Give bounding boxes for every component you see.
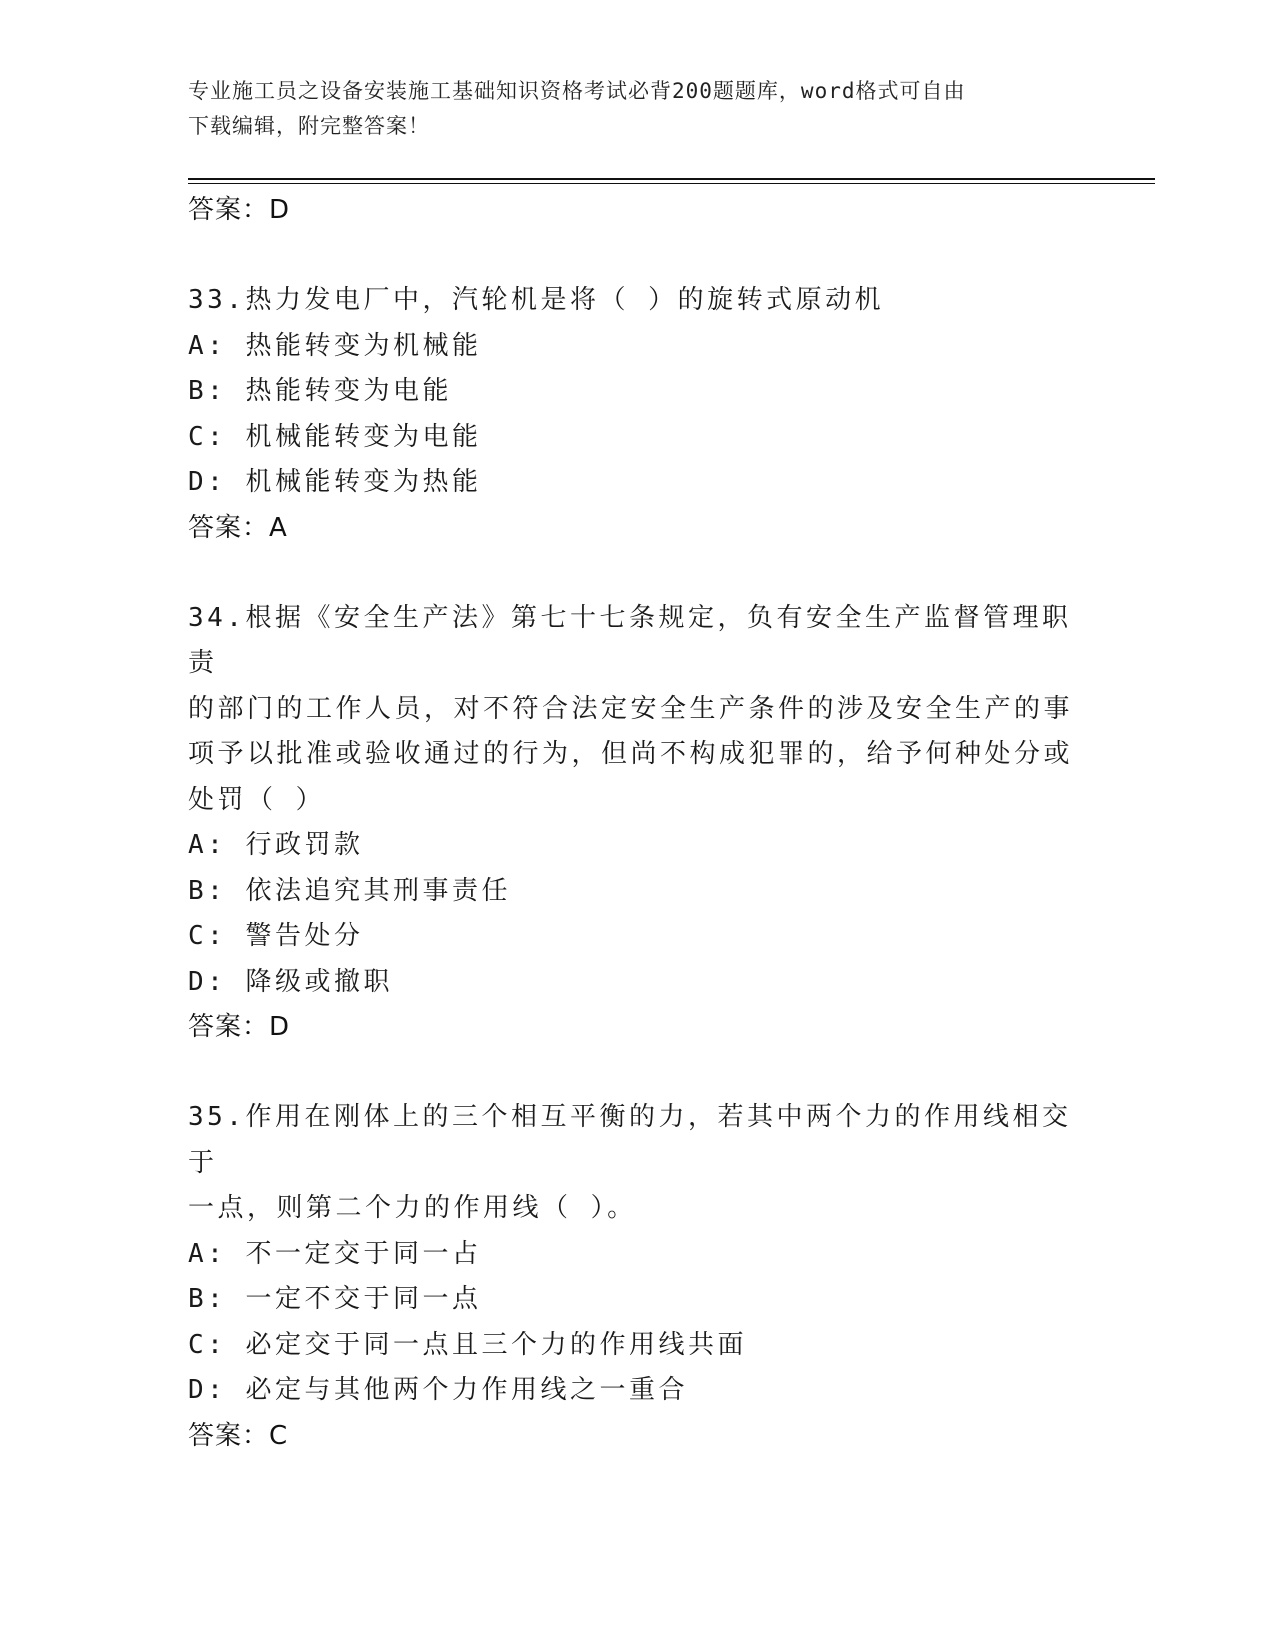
question-text-line: 34.根据《安全生产法》第七十七条规定，负有安全生产监督管理职责 bbox=[188, 602, 1072, 678]
question-text-line: 35.作用在刚体上的三个相互平衡的力，若其中两个力的作用线相交于 bbox=[188, 1102, 1072, 1178]
option-c: C: 必定交于同一点且三个力的作用线共面 bbox=[188, 1329, 747, 1360]
question-text bbox=[188, 278, 1088, 324]
question-text-line: 项予以批准或验收通过的行为，但尚不构成犯罪的，给予何种处分或 bbox=[188, 739, 1074, 769]
option-d: D: 机械能转变为热能 bbox=[188, 467, 482, 497]
option-a: A: 热能转变为机械能 bbox=[188, 330, 482, 361]
question-list bbox=[188, 188, 1088, 1459]
option-d: D: 降级或撤职 bbox=[188, 966, 393, 997]
question-text-line: 33.热力发电厂中，汽轮机是将（ ）的旋转式原动机 bbox=[188, 285, 885, 315]
option-c: C: 机械能转变为电能 bbox=[188, 421, 482, 452]
question-35 bbox=[188, 1095, 1088, 1459]
question-text-line: 处罚（ ） bbox=[188, 784, 326, 815]
option-d: D: 必定与其他两个力作用线之一重合 bbox=[188, 1375, 688, 1405]
question-text-line: 的部门的工作人员，对不符合法定安全生产条件的涉及安全生产的事 bbox=[188, 693, 1074, 724]
header-divider-thin bbox=[188, 183, 1155, 184]
header-divider-thick bbox=[188, 178, 1155, 180]
answer-line: 答案：D bbox=[188, 1012, 291, 1042]
option-a: A: 行政罚款 bbox=[188, 830, 364, 860]
header-line-2: 下载编辑，附完整答案！ bbox=[188, 114, 430, 138]
question-34 bbox=[188, 596, 1088, 1051]
question-text-line: 一点，则第二个力的作用线（ ）。 bbox=[188, 1193, 637, 1223]
answer-line: 答案：C bbox=[188, 1420, 289, 1451]
question-text bbox=[188, 1095, 1088, 1232]
option-b: B: 热能转变为电能 bbox=[188, 376, 452, 406]
option-a: A: 不一定交于同一占 bbox=[188, 1238, 482, 1269]
previous-answer: 答案：D bbox=[188, 195, 291, 225]
answer-line: 答案：A bbox=[188, 512, 288, 543]
document-header bbox=[188, 74, 1068, 144]
question-33 bbox=[188, 278, 1088, 551]
option-c: C: 警告处分 bbox=[188, 921, 364, 951]
header-line-1: 专业施工员之设备安装施工基础知识资格考试必背200题题库，word格式可自由 bbox=[188, 79, 966, 103]
option-b: B: 一定不交于同一点 bbox=[188, 1284, 482, 1314]
question-text bbox=[188, 596, 1088, 824]
option-b: B: 依法追究其刑事责任 bbox=[188, 875, 511, 906]
